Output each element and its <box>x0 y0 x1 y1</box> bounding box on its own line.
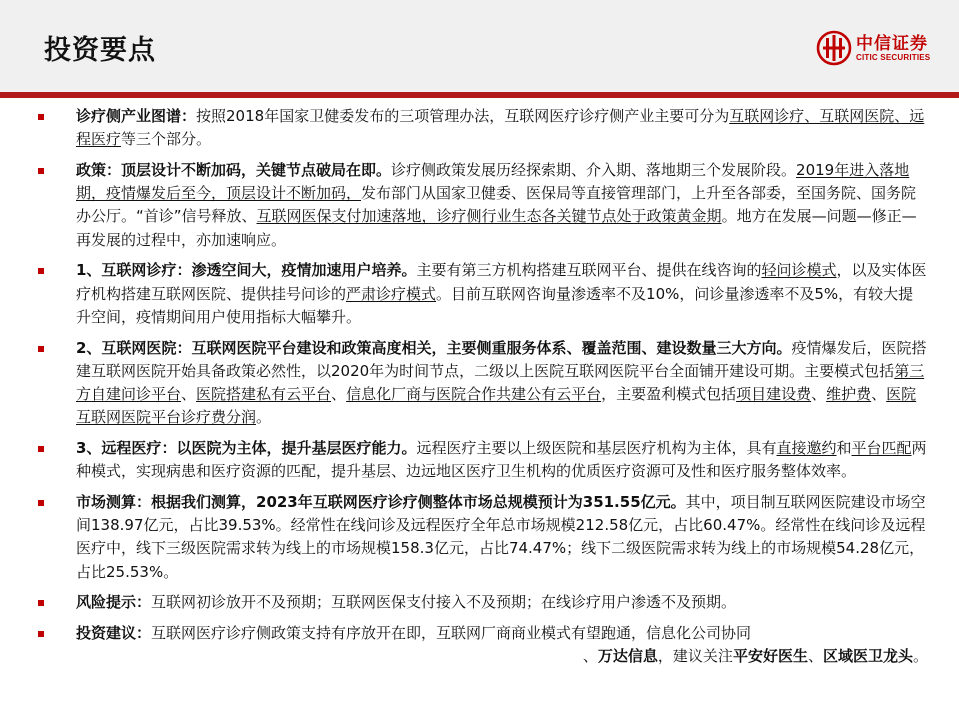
citic-logo-icon <box>816 28 852 68</box>
point-telemedicine <box>38 437 928 483</box>
point-text: 发布部门从国家卫健委、医保局等直接管理部门，上升至各部委，至国务院、国务院办公厅。“首诊”信号释放、 <box>76 184 917 226</box>
bullet-square-icon <box>38 268 44 274</box>
point-text: 。 <box>912 647 928 666</box>
point-text: 疫情爆发后，医院搭建互联网医院开始具备政策必然性，以2020年为时间节点，二级以上医院互联网医院平台全面铺开建设可期。主要模式包括 <box>76 338 927 380</box>
bullet-square-icon <box>38 446 44 452</box>
page-header <box>0 0 959 92</box>
point-underlined: 2019年进入落地期，疫情爆发后至今，顶层设计不断加码， <box>76 161 910 203</box>
point-investment-advice <box>38 622 928 668</box>
key-points <box>38 105 928 676</box>
point-underlined: 轻问诊模式 <box>761 261 837 280</box>
point-text: 互联网医疗诊疗侧政策支持有序放开在即，互联网厂商商业模式有望跑通，信息化公司协同 <box>151 624 752 643</box>
point-text: ，主要盈利模式包括 <box>601 385 737 404</box>
point-text: 。 <box>256 408 272 427</box>
point-heading: 风险提示： <box>76 593 152 612</box>
point-heading: 市场测算：根据我们测算，2023年互联网医疗诊疗侧整体市场总规模预计为351.55亿元。 <box>76 493 686 512</box>
point-text: 、 <box>811 385 827 404</box>
point-text: 主要有第三方机构搭建互联网平台、提供在线咨询的 <box>416 261 762 280</box>
point-text: 。地方在发展—问题—修正—再发展的过程中，亦加速响应。 <box>76 207 917 249</box>
point-text: 两种模式，实现病患和医疗资源的匹配，提升基层、边远地区医疗卫生机构的优质医疗资源可及性和医疗服务整体效率。 <box>76 439 927 481</box>
point-internet-consultation <box>38 259 928 329</box>
point-underlined: 信息化厂商与医院合作共建公有云平台 <box>346 385 602 404</box>
point-underlined: 医院搭建私有云平台 <box>196 385 332 404</box>
logo-name: 中信证券 <box>856 34 928 54</box>
point-underlined: 医院互联网医院平台诊疗费分润 <box>76 385 917 427</box>
point-underlined: 互联网诊疗、互联网医院、远程医疗 <box>76 107 925 149</box>
point-underlined: 平台匹配 <box>851 439 912 458</box>
point-heading: 3、远程医疗：以医院为主体，提升基层医疗能力。 <box>76 439 417 458</box>
point-text: ，建议关注 <box>657 647 733 666</box>
point-underlined: 严肃诊疗模式 <box>346 284 437 303</box>
bullet-square-icon <box>38 114 44 120</box>
point-policy <box>38 159 928 252</box>
bullet-square-icon <box>38 631 44 637</box>
logo-subtitle: CITIC SECURITIES <box>856 53 931 62</box>
point-heading: 投资建议： <box>76 624 152 643</box>
point-text: ，以及实体医疗机构搭建互联网医院、提供挂号问诊的 <box>76 261 927 303</box>
point-industry-map <box>38 105 928 151</box>
company-highlight: 万达信息 <box>597 647 658 666</box>
point-heading: 政策：顶层设计不断加码，关键节点破局在即。 <box>76 161 392 179</box>
point-text: 、 <box>331 385 347 404</box>
point-text: 诊疗侧政策发展历经探索期、介入期、落地期三个发展阶段。 <box>391 161 797 179</box>
bullet-square-icon <box>38 600 44 606</box>
point-text: 、 <box>807 647 823 666</box>
citic-logo <box>816 26 946 70</box>
header-rule <box>0 92 959 98</box>
point-underlined: 第三方自建问诊平台 <box>76 361 925 404</box>
point-text: 其中，项目制互联网医院建设市场空间138.97亿元，占比39.53%。经常性在线问诊及远程医疗全年总市场规模212.58亿元，占比60.47%。经常性在线问诊及远程医疗中，线下三级医院需求转为线上的市场规模158.3亿元，占比74.47%；线下二级医院需求转为线上的市场规模54.28亿元，占比25.53%。 <box>76 493 926 581</box>
bullet-square-icon <box>38 346 44 352</box>
page-title: 投资要点 <box>44 35 156 66</box>
point-heading: 诊疗侧产业图谱： <box>76 107 197 125</box>
point-text: 、 <box>181 385 197 404</box>
point-underlined: 直接邀约 <box>776 439 837 458</box>
point-internet-hospital <box>38 337 928 430</box>
bullet-square-icon <box>38 500 44 506</box>
point-underlined: 互联网医保支付加速落地，诊疗侧行业生态各关键节点处于政策黄金期 <box>256 207 722 226</box>
point-text: 、 <box>582 647 598 666</box>
point-heading: 2、互联网医院：互联网医院平台建设和政策高度相关，主要侧重服务体系、覆盖范围、建设数量三大方向。 <box>76 338 792 357</box>
point-market-estimate <box>38 491 928 584</box>
company-highlight: 区域医卫龙头 <box>822 647 913 666</box>
point-heading: 1、互联网诊疗：渗透空间大，疫情加速用户培养。 <box>76 261 417 280</box>
point-text: 远程医疗主要以上级医院和基层医疗机构为主体，具有 <box>416 439 777 458</box>
bullet-square-icon <box>38 168 44 174</box>
point-text: 等三个部分。 <box>121 130 212 149</box>
point-text: 和 <box>836 439 852 458</box>
company-highlight: 平安好医生 <box>732 647 808 666</box>
point-risk <box>38 591 928 614</box>
point-underlined: 项目建设费 <box>736 385 812 404</box>
advice-last-line <box>76 645 928 668</box>
point-text: 。目前互联网咨询量渗透率不及10%，问诊量渗透率不及5%，有较大提升空间，疫情期间用户使用指标大幅攀升。 <box>76 284 914 326</box>
point-text: 、 <box>871 385 887 404</box>
point-text: 按照2018年国家卫健委发布的三项管理办法，互联网医疗诊疗侧产业主要可分为 <box>196 107 730 125</box>
point-underlined: 维护费 <box>826 385 872 404</box>
point-text: 互联网初诊放开不及预期；互联网医保支付接入不及预期；在线诊疗用户渗透不及预期。 <box>151 593 737 612</box>
